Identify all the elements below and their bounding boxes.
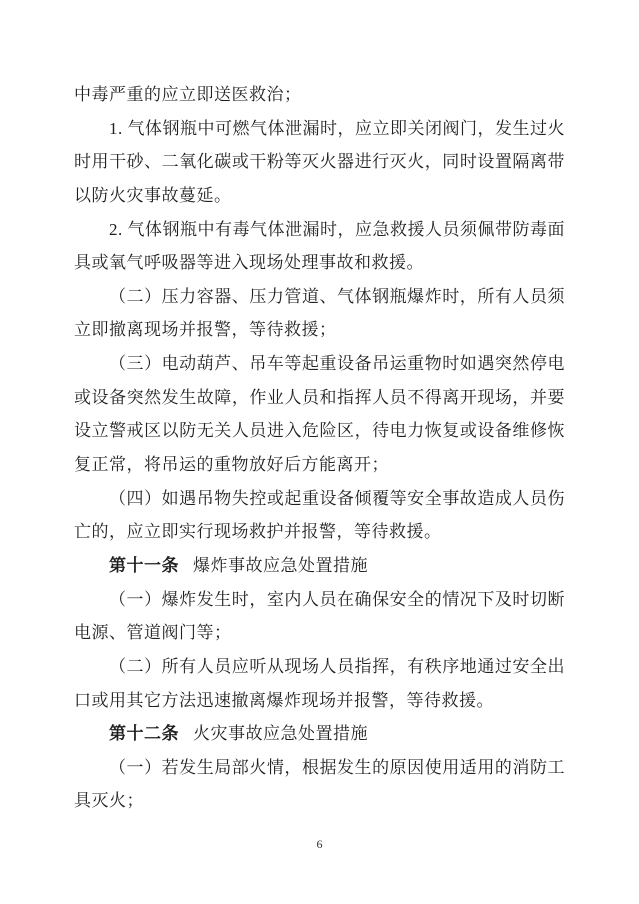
text-line: 时用干砂、二氧化碳或干粉等灭火器进行灭火，同时设置隔离带 bbox=[74, 152, 565, 172]
article-heading-line bbox=[74, 717, 565, 751]
text-line: 具灭火； bbox=[74, 791, 144, 811]
text-line: （二）压力容器、压力管道、气体钢瓶爆炸时，所有人员须 bbox=[109, 286, 565, 306]
article-number: 第十一条 bbox=[109, 555, 179, 575]
text-line: （一）爆炸发生时，室内人员在确保安全的情况下及时切断 bbox=[109, 589, 565, 609]
text-line: 亡的，应立即实行现场救护并报警，等待救援。 bbox=[74, 522, 442, 542]
text-line: 2. 气体钢瓶中有毒气体泄漏时，应急救援人员须佩带防毒面 bbox=[109, 219, 565, 239]
text-line: 立即撤离现场并报警，等待救援； bbox=[74, 320, 337, 340]
article-title: 火灾事故应急处置措施 bbox=[193, 724, 368, 744]
text-line: （一）若发生局部火情，根据发生的原因使用适用的消防工 bbox=[109, 757, 565, 777]
text-line: 1. 气体钢瓶中可燃气体泄漏时，应立即关闭阀门，发生过火 bbox=[109, 118, 565, 138]
text-line: （三）电动葫芦、吊车等起重设备吊运重物时如遇突然停电 bbox=[109, 354, 565, 374]
text-line: 设立警戒区以防无关人员进入危险区，待电力恢复或设备维修恢 bbox=[74, 421, 565, 441]
page-number: 6 bbox=[316, 837, 323, 851]
text-line: 以防火灾事故蔓延。 bbox=[74, 185, 232, 205]
article-title: 爆炸事故应急处置措施 bbox=[193, 555, 368, 575]
text-line: 中毒严重的应立即送医救治； bbox=[74, 85, 302, 104]
text-line: （四）如遇吊物失控或起重设备倾覆等安全事故造成人员伤 bbox=[109, 488, 565, 508]
text-line: 具或氧气呼吸器等进入现场处理事故和救援。 bbox=[74, 253, 424, 273]
text-line: 口或用其它方法迅速撤离爆炸现场并报警，等待救援。 bbox=[74, 690, 494, 710]
text-line: 或设备突然发生故障，作业人员和指挥人员不得离开现场，并要 bbox=[74, 387, 565, 407]
text-line: 复正常，将吊运的重物放好后方能离开； bbox=[74, 455, 389, 475]
article-heading-line bbox=[74, 549, 565, 583]
text-block bbox=[74, 78, 565, 818]
text-line: （二）所有人员应听从现场人员指挥，有秩序地通过安全出 bbox=[109, 656, 565, 676]
text-line: 电源、管道阀门等； bbox=[74, 623, 232, 643]
article-number: 第十二条 bbox=[109, 724, 179, 744]
